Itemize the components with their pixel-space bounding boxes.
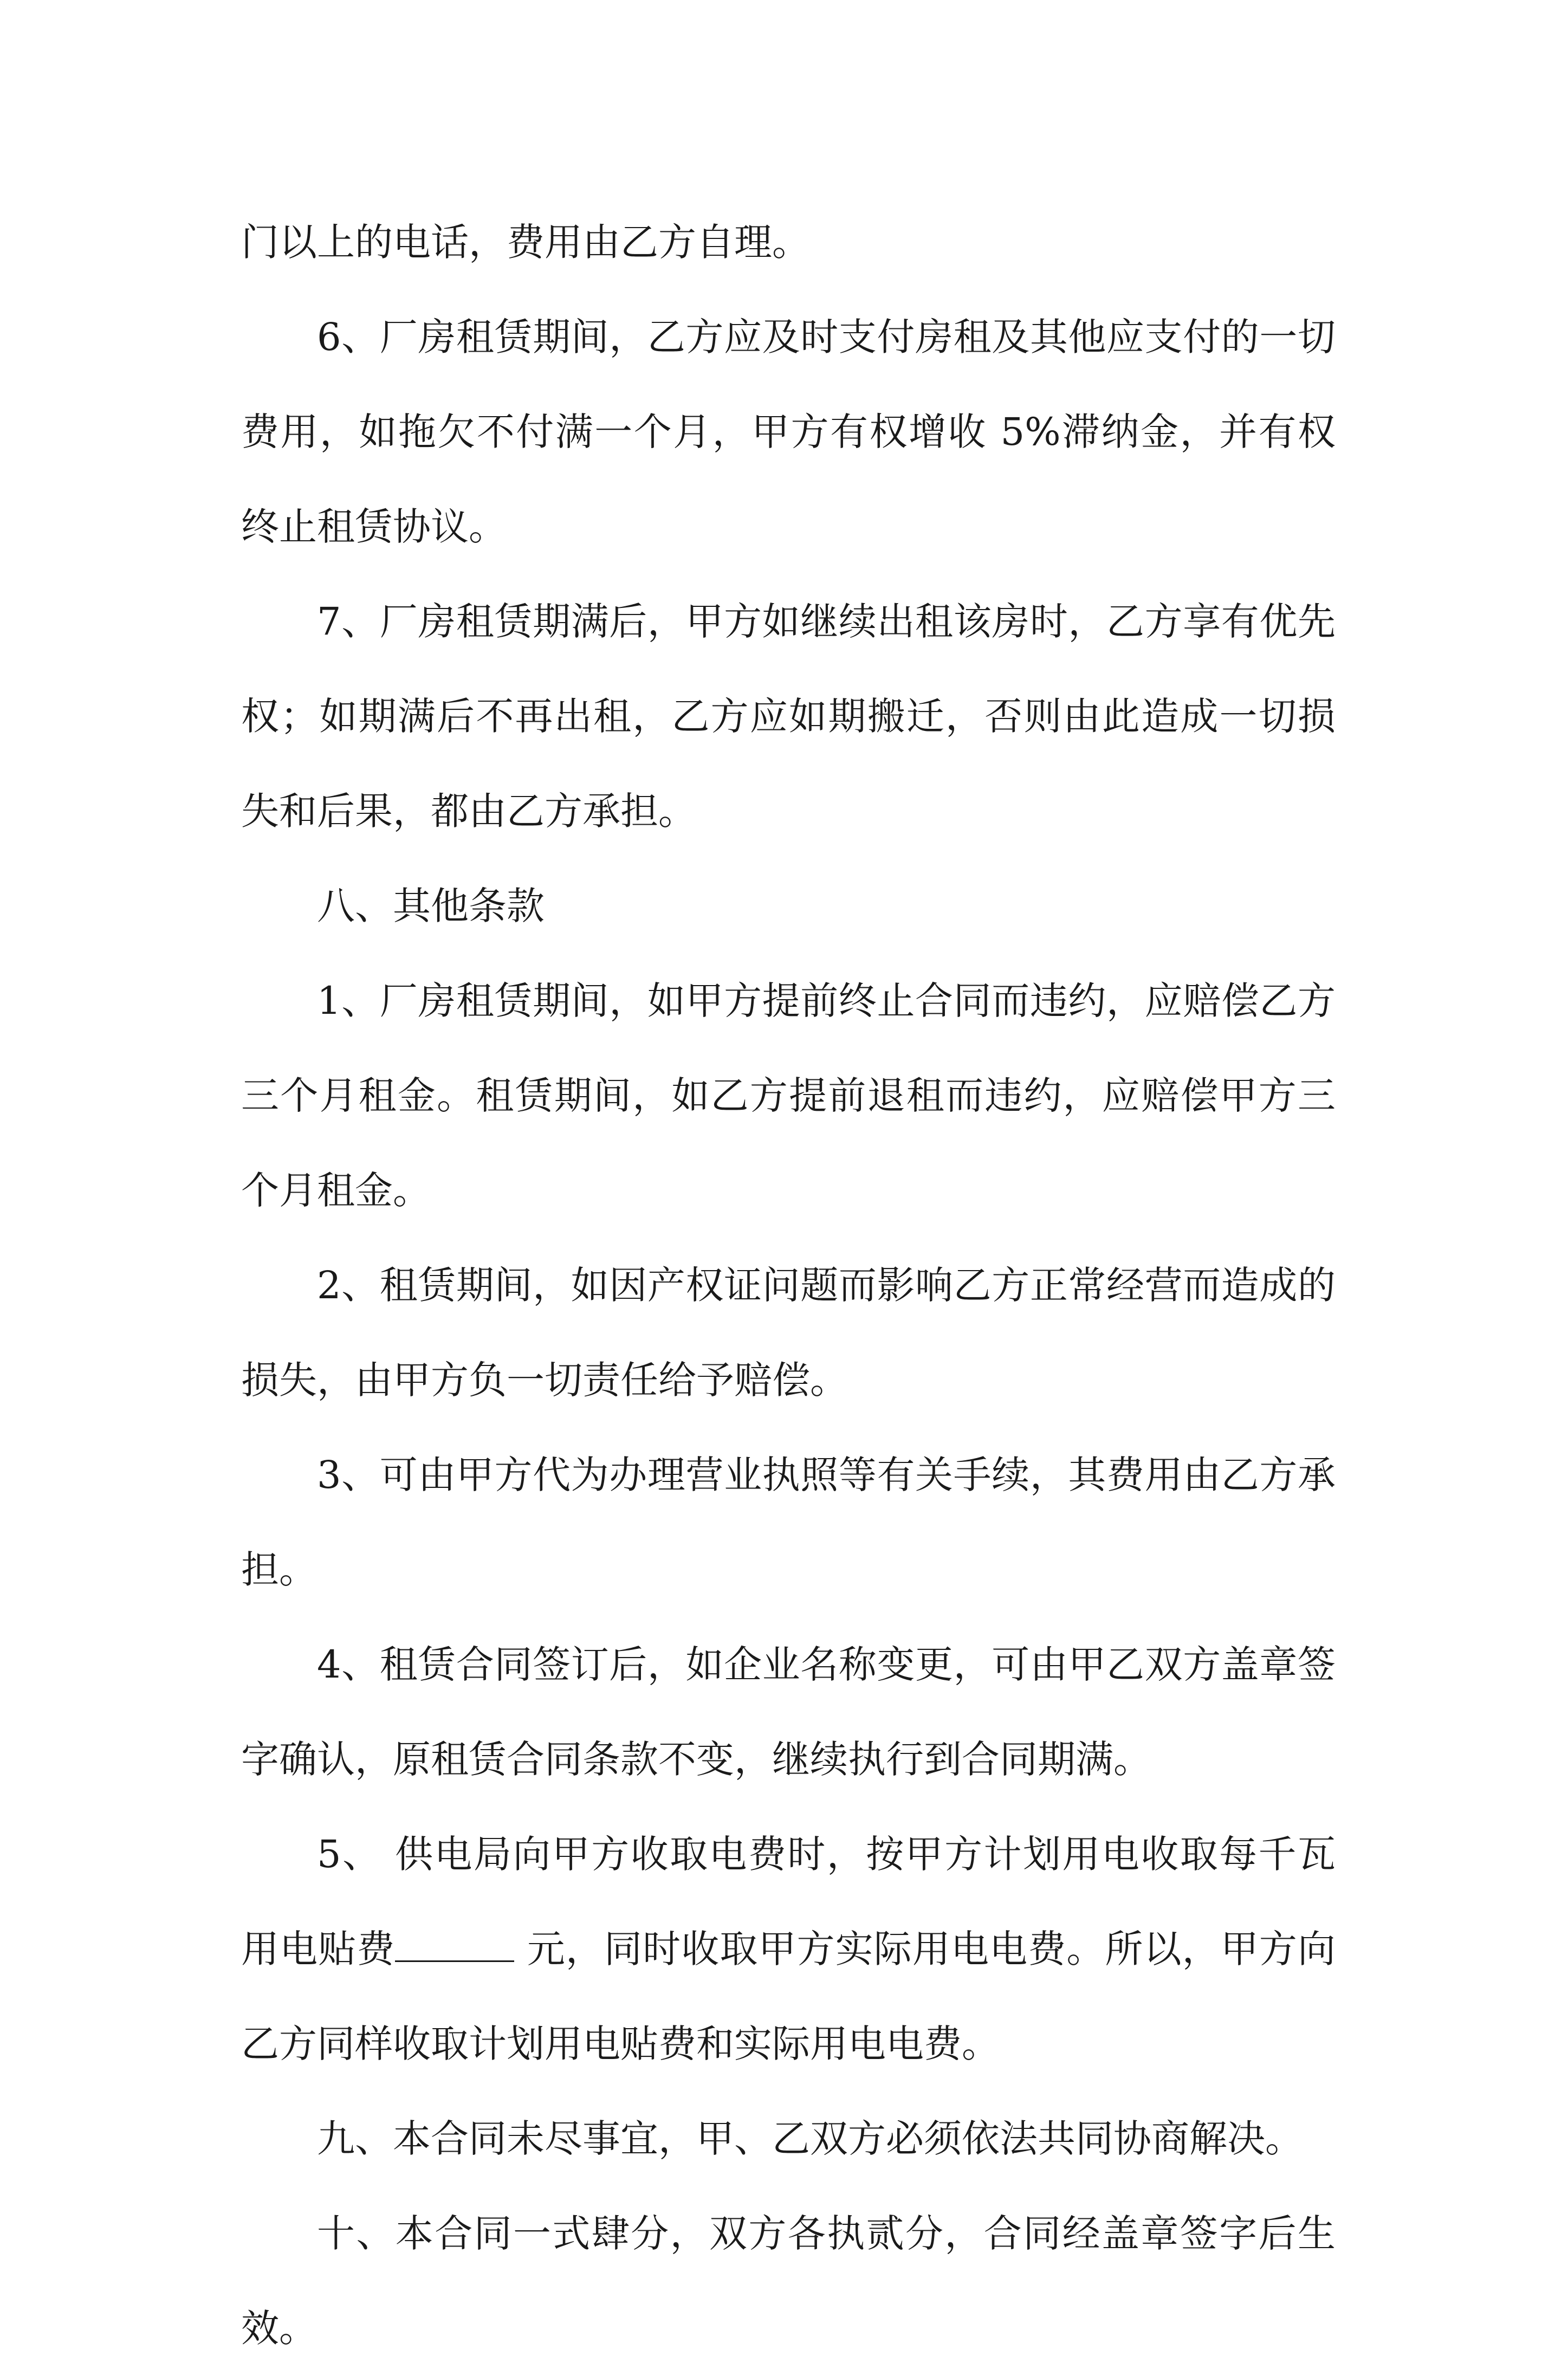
clause-7: 7、厂房租赁期满后，甲方如继续出租该房时，乙方享有优先权；如期满后不再出租，乙方应如期搬迁，否则由此造成一切损失和后果，都由乙方承担。: [241, 599, 1336, 833]
clause-8-4: 4、租赁合同签订后，如企业名称变更，可由甲乙双方盖章签字确认，原租赁合同条款不变，继续执行到合同期满。: [241, 1642, 1336, 1782]
paragraph-continuation: 门以上的电话，费用由乙方自理。: [241, 220, 810, 264]
clause-8-5: [241, 1807, 1336, 2092]
clause-8-3: 3、可由甲方代为办理营业执照等有关手续，其费用由乙方承担。: [241, 1453, 1336, 1592]
document-body: [241, 195, 1336, 2376]
clause-8-5-before-blank: 5、 供电局向甲方收取电费时，按甲方计划用电收取每千瓦用电贴费: [241, 1832, 1336, 1971]
clause-8-1: 1、厂房租赁期间，如甲方提前终止合同而违约，应赔偿乙方三个月租金。租赁期间，如乙方提前退租而违约，应赔偿甲方三个月租金。: [241, 979, 1336, 1213]
clause-10: 十、本合同一式肆分，双方各执贰分，合同经盖章签字后生效。: [241, 2211, 1336, 2351]
clause-6: 6、厂房租赁期间，乙方应及时支付房租及其他应支付的一切费用，如拖欠不付满一个月，甲方有权增收 5%滞纳金，并有权终止租赁协议。: [241, 315, 1336, 549]
fill-in-blank: [395, 1926, 514, 1962]
section-heading-8: 八、其他条款: [317, 884, 545, 928]
clause-9: 九、本合同未尽事宜，甲、乙双方必须依法共同协商解决。: [317, 2116, 1303, 2161]
clause-8-5-after-blank: 元，同时收取甲方实际用电电费。所以，甲方向乙方同样收取计划用电贴费和实际用电电费。: [241, 1927, 1336, 2066]
clause-8-2: 2、租赁期间，如因产权证问题而影响乙方正常经营而造成的损失，由甲方负一切责任给予赔偿。: [241, 1263, 1336, 1402]
